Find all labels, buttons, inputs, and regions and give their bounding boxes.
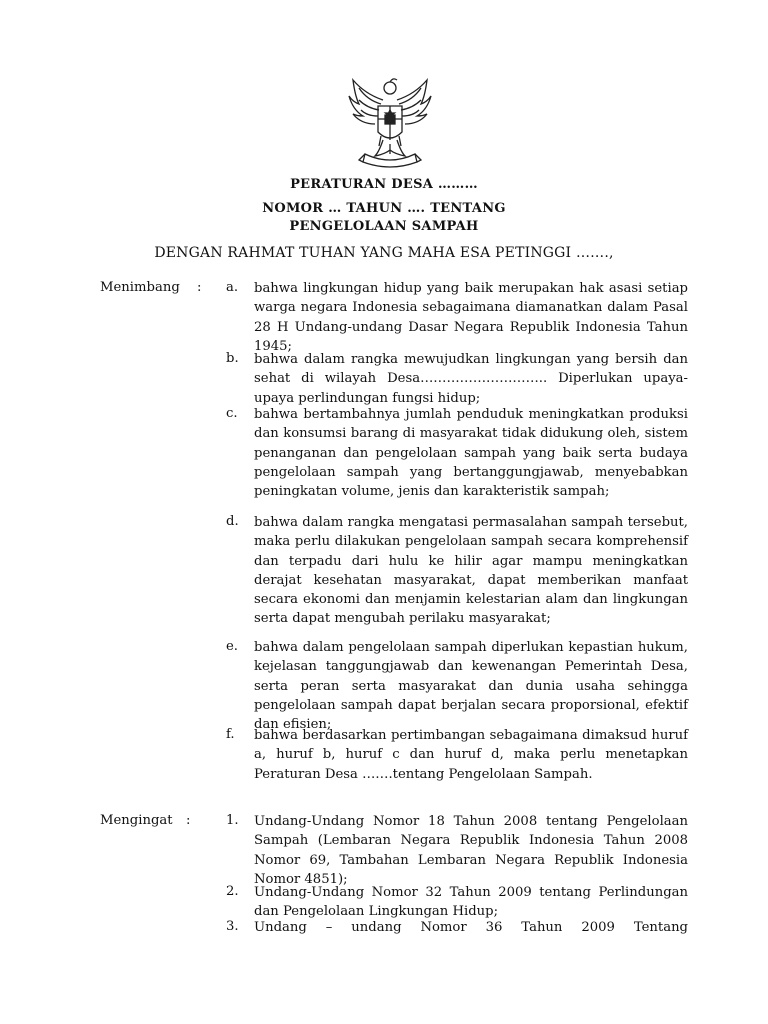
item-text: bahwa dalam rangka mewujudkan lingkungan yang bersih dan sehat di wilayah Desa……………………….. Diperlukan upaya-upaya perlindungan fungsi hidup; (254, 352, 688, 406)
item-text: bahwa dalam rangka mengatasi permasalahan sampah tersebut, maka perlu dilakukan pengelolaan sampah secara komprehensif dan terpadu dari hulu ke hilir agar mampu meningkatkan derajat kesehatan masyarakat, dapat memberikan manfaat secara ekonomi dan menjamin kelestarian alam dan lingkungan serta dapat mengubah perilaku masyarakat; (254, 515, 688, 627)
item-marker: e. (226, 639, 238, 654)
item-marker: b. (226, 351, 239, 366)
item-marker: f. (226, 727, 235, 742)
item-marker: 2. (226, 884, 239, 899)
item-text: bahwa dalam pengelolaan sampah diperlukan kepastian hukum, kejelasan tanggungjawab dan kewenangan Pemerintah Desa, serta peran serta masyarakat dan dunia usaha sehingga pengelolaan sampah dapat berjalan secara proporsional, efektif dan efisien; (254, 640, 688, 733)
item-text: Undang – undang Nomor 36 Tahun 2009 Tentang (254, 920, 688, 935)
item-text: bahwa lingkungan hidup yang baik merupakan hak asasi setiap warga negara Indonesia sebagaimana diamanatkan dalam Pasal 28 H Undang-undang Dasar Negara Republik Indonesia Tahun 1945; (254, 281, 688, 354)
item-marker: 1. (226, 813, 239, 828)
regulation-subject: PENGELOLAAN SAMPAH (289, 219, 479, 234)
preamble: DENGAN RAHMAT TUHAN YANG MAHA ESA PETINGGI ……., (154, 245, 614, 261)
item-text: Undang-Undang Nomor 32 Tahun 2009 tentang Perlindungan dan Pengelolaan Lingkungan Hidup; (254, 885, 688, 920)
item-marker: 3. (226, 919, 239, 934)
garuda-emblem-icon (345, 74, 435, 174)
mengingat-colon: : (186, 813, 191, 828)
regulation-title: PERATURAN DESA ……… (290, 177, 478, 192)
item-marker: d. (226, 514, 239, 529)
item-marker: c. (226, 406, 238, 421)
item-text: bahwa bertambahnya jumlah penduduk meningkatkan produksi dan konsumsi barang di masyarakat tidak didukung oleh, sistem penanganan dan pengelolaan sampah yang baik serta budaya pengelolaan sampah yang bertanggungjawab, menyebabkan peningkatan volume, jenis dan karakteristik sampah; (254, 407, 688, 500)
item-text: bahwa berdasarkan pertimbangan sebagaimana dimaksud huruf a, huruf b, huruf c dan huruf d, maka perlu menetapkan Peraturan Desa …….tentang Pengelolaan Sampah. (254, 728, 688, 782)
regulation-number: NOMOR … TAHUN …. TENTANG (262, 201, 506, 216)
item-marker: a. (226, 280, 239, 295)
item-text: Undang-Undang Nomor 18 Tahun 2008 tentang Pengelolaan Sampah (Lembaran Negara Republik Indonesia Tahun 2008 Nomor 69, Tambahan Lembaran Negara Republik Indonesia Nomor 4851); (254, 814, 688, 887)
menimbang-colon: : (197, 280, 202, 295)
menimbang-label: Menimbang (100, 280, 180, 295)
mengingat-label: Mengingat (100, 813, 173, 828)
